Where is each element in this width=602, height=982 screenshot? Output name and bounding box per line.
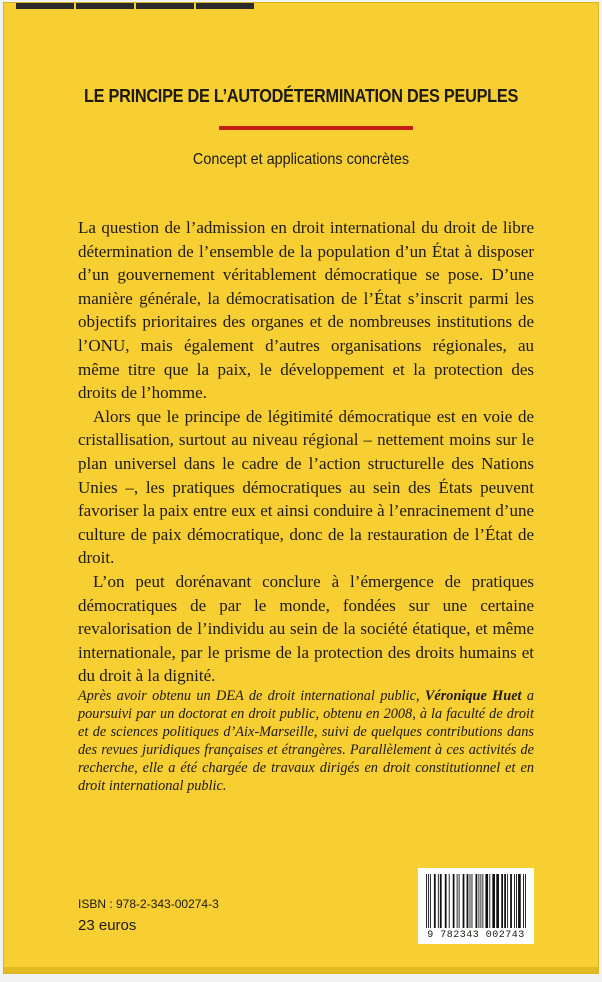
barcode-bar: [478, 874, 479, 928]
barcode-bar: [480, 874, 481, 928]
barcode-bar: [434, 874, 436, 928]
barcode-bar: [516, 874, 517, 928]
barcode-bar: [523, 874, 524, 928]
barcode-bar: [485, 874, 488, 928]
author-bio: [78, 688, 534, 795]
book-title: LE PRINCIPE DE L’AUTODÉTERMINATION DES PEUPLES: [83, 85, 519, 106]
blurb: [78, 216, 534, 688]
barcode-bar: [472, 874, 473, 928]
barcode: [418, 868, 534, 944]
blurb-paragraph-3: L’on peut dorénavant conclure à l’émergence de pratiques démocratiques de par le monde, fondées sur une certaine revalorisation de l’individu au sein de la société étatique, et même internationale, par le prisme de la protection des droits humains et du droit à la dignité.: [78, 571, 534, 686]
barcode-bar: [482, 874, 483, 928]
barcode-bar: [504, 874, 506, 928]
bio-author-name: Véronique Huet: [424, 688, 522, 704]
back-cover: [3, 2, 599, 974]
barcode-bar: [507, 874, 508, 928]
barcode-bar: [514, 874, 515, 928]
bio-intro: Après avoir obtenu un DEA de droit international public,: [78, 688, 425, 704]
barcode-bar: [501, 874, 503, 928]
blurb-paragraph-1: La question de l’admission en droit international du droit de libre détermination de l’ensemble de la population d’un État à disposer d’un gouvernement véritablement démocratique se pose. D’une manière générale, la démocratisation de l’État s’inscrit parmi les objectifs prioritaires des organes et de nombreuses institutions de l’ONU, mais également d’autres organisations régionales, au même titre que la paix, le développement et la protection des droits de l’homme.: [78, 218, 534, 403]
barcode-bar: [492, 874, 495, 928]
barcode-bar: [470, 874, 471, 928]
barcode-bar: [438, 874, 439, 928]
top-edge-bar: [16, 3, 254, 9]
barcode-bar: [496, 874, 499, 928]
barcode-bar: [467, 874, 469, 928]
barcode-bar: [430, 874, 431, 928]
barcode-bar: [453, 874, 455, 928]
blurb-paragraph-2: Alors que le principe de légitimité démocratique est en voie de cristallisation, surtout au niveau régional – nettement moins sur le plan universel dans le cadre de l’action structurelle des Nations Unies –, les pratiques démocratiques au sein des États peuvent favoriser la paix entre eux et ainsi conduire à l’enracinement d’une culture de paix démocratique, donc de la restauration de l’État de droit.: [78, 406, 534, 568]
barcode-bar: [525, 874, 526, 928]
barcode-bar: [510, 874, 512, 928]
isbn: ISBN : 978-2-343-00274-3: [78, 897, 219, 911]
barcode-bar: [445, 874, 447, 928]
barcode-bar: [459, 874, 460, 928]
barcode-number: 9 782343 002743: [427, 930, 525, 941]
barcode-bar: [440, 874, 442, 928]
book-subtitle: Concept et applications concrètes: [192, 151, 410, 168]
title-rule: [219, 126, 413, 130]
barcode-bar: [428, 874, 429, 928]
price: 23 euros: [78, 917, 137, 934]
barcode-bar: [463, 874, 465, 928]
barcode-bars: [425, 874, 527, 928]
bottom-strip: [4, 967, 598, 973]
barcode-bar: [457, 874, 458, 928]
barcode-bar: [476, 874, 478, 928]
barcode-bar: [489, 874, 490, 928]
barcode-bar: [449, 874, 450, 928]
barcode-bar: [426, 874, 427, 928]
bio-rest: a poursuivi par un doctorat en droit public, obtenu en 2008, à la faculté de droit et de sciences politiques d’Aix-Marseille, suivi de quelques contributions dans des revues juridiques françaises et étrangères. Parallèlement à ces activités de recherche, elle a été chargée de travaux dirigés en droit constitutionnel et en droit international public.: [78, 688, 534, 794]
barcode-bar: [518, 874, 521, 928]
